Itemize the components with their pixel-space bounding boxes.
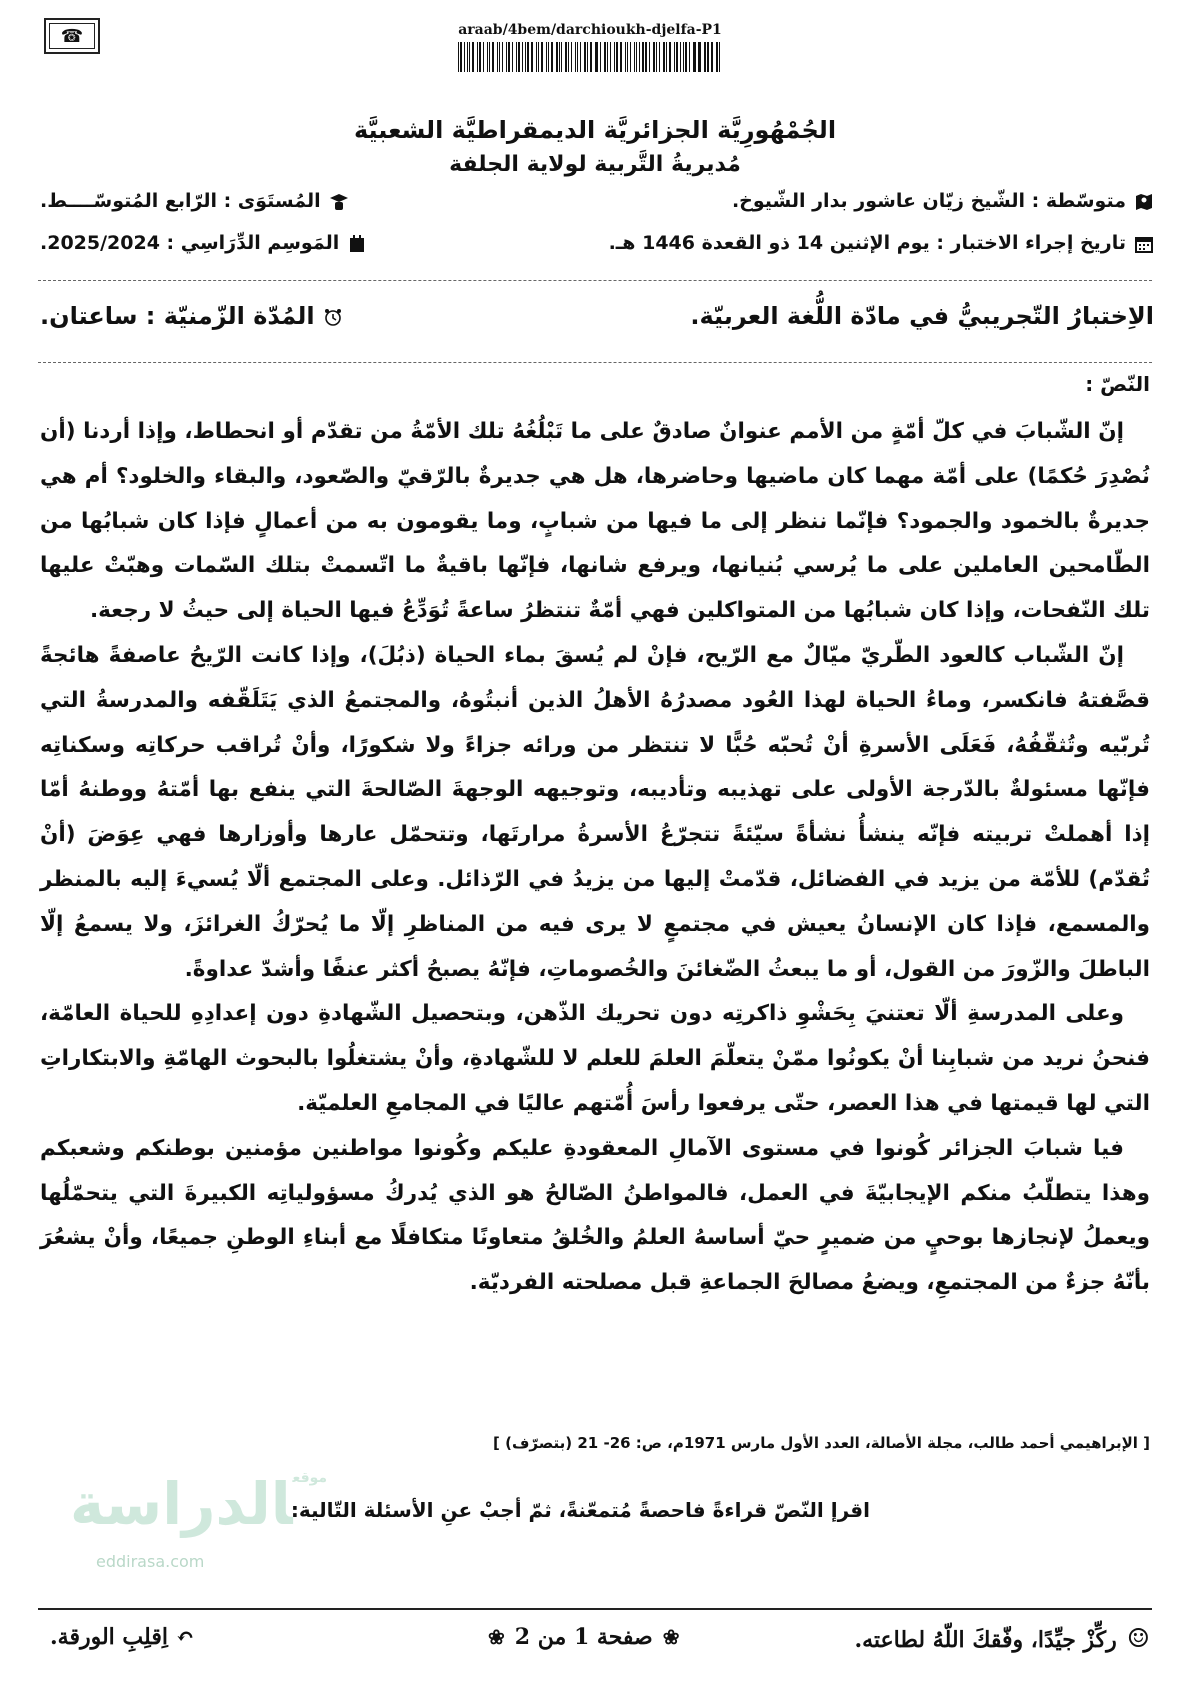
barcode-bar (595, 42, 596, 72)
barcode-bar (604, 42, 606, 72)
barcode-bar (634, 42, 635, 72)
page-number-text: صفحة 1 من 2 (514, 1624, 653, 1650)
citation: [ الإبراهيمي أحمد طالب، مجلة الأصالة، العدد الأول مارس 1971م، ص: 26- 21 (بتصرّف) ] (493, 1434, 1150, 1452)
barcode-bar (639, 42, 640, 72)
barcode-bar (518, 42, 519, 72)
barcode-bar (666, 42, 667, 72)
barcode-bar (556, 42, 558, 72)
barcode-bar (506, 42, 507, 72)
title-divider (38, 362, 1152, 363)
directorate-title: مُديريةُ التَّربية لولاية الجلفة (449, 152, 741, 177)
barcode-bar (698, 42, 700, 72)
page-indicator (478, 1624, 689, 1650)
footer-wish (854, 1624, 1150, 1654)
barcode (458, 42, 722, 72)
school-line (732, 190, 1154, 212)
barcode-bar (707, 42, 709, 72)
barcode-bar (536, 42, 537, 72)
calendar-icon (1134, 234, 1154, 254)
barcode-bar (575, 42, 576, 72)
corner-logo: ☎ (44, 18, 100, 54)
exam-date-text: تاريخ إجراء الاختبار : يوم الإثنين 14 ذو القعدة 1446 هـ. (608, 232, 1126, 254)
barcode-bar (499, 42, 500, 72)
barcode-bar (607, 42, 608, 72)
reference-code: araab/4bem/darchioukh-djelfa-P1 (458, 22, 722, 38)
barcode-bar (522, 42, 523, 72)
duration-line (40, 302, 343, 330)
text-label: النّصّ : (1085, 372, 1150, 396)
barcode-bar (577, 42, 578, 72)
barcode-bar (516, 42, 517, 72)
barcode-bar (477, 42, 478, 72)
turn-page-text: اِقلِبِ الورقة. (50, 1624, 168, 1650)
barcode-bar (680, 42, 681, 72)
barcode-bar (527, 42, 529, 72)
barcode-bar (561, 42, 562, 72)
barcode-bar (525, 42, 526, 72)
barcode-bar (460, 42, 461, 72)
exam-date-line (609, 232, 1154, 254)
barcode-bar (487, 42, 488, 72)
duration-text: المُدّة الزّمنيّة : ساعتان. (40, 302, 315, 330)
barcode-bar (531, 42, 533, 72)
graduate-icon (329, 192, 349, 212)
footer-divider (38, 1608, 1152, 1610)
barcode-bar (565, 42, 567, 72)
barcode-bar (590, 42, 591, 72)
barcode-bar (719, 42, 720, 72)
barcode-bar (472, 42, 473, 72)
barcode-bar (610, 42, 611, 72)
season-line (40, 232, 367, 254)
barcode-bar (489, 42, 490, 72)
barcode-bar (689, 42, 690, 72)
alarm-clock-icon (323, 307, 343, 327)
level-text: المُستَوَى : الرّابع المُتوسّــــط. (40, 190, 321, 212)
header-divider (38, 280, 1152, 281)
barcode-bar (627, 42, 628, 72)
arrow-left-icon: ↶ (175, 1624, 195, 1650)
barcode-bar (551, 42, 552, 72)
barcode-bar (642, 42, 643, 72)
barcode-bar (483, 42, 484, 72)
level-line (40, 190, 349, 212)
barcode-bar (568, 42, 569, 72)
barcode-bar (538, 42, 539, 72)
footer-wish-text: ركِّزْ جيِّدًا، وفّقكَ اللّهُ لطاعته. (854, 1627, 1117, 1653)
article-paragraph-3: وعلى المدرسةِ ألّا تعتنيَ بِحَشْوِ ذاكرتِه دون تحريك الذّهن، وبتحصيل الشّهادةِ دون إعدادِهِ للحياة العامّة، فنحنُ نريد من شبابِنا أنْ يكونُوا ممّنْ يتعلّمَ العلمَ للعلم لا للشّهادةِ، وأنْ يشتغلُوا بالبحوث الهامّةِ والابتكاراتِ التي لها قيمتها في هذا العصر، حتّى يرفعوا رأسَ أُمّتهم عاليًا في المجامعِ العلميّة. (40, 1001, 1150, 1116)
barcode-bar (548, 42, 549, 72)
watermark-url: eddirasa.com (96, 1552, 205, 1571)
article-paragraph-4: فيا شبابَ الجزائر كُونوا في مستوى الآمالِ المعقودةِ عليكم وكُونوا مواطنين مؤمنين بوطنكم وشعبكم وهذا يتطلّبُ منكم الإيجابيّةَ في العمل، فالمواطنُ الصّالحُ هو الذي يُدركُ مسؤولياتِه الكبيرةَ التي يتحمّلُها ويعملُ لإنجازها بوحيٍ من ضميرٍ حيّ أساسهُ العلمُ والخُلقُ متعاونًا متكافلًا مع أبناءِ الوطنِ جميعًا، وأنْ يشعُرَ بأنّهُ جزءٌ من المجتمعِ، ويضعُ مصالحَ الجماعةِ قبل مصلحته الفرديّة. (40, 1135, 1150, 1296)
barcode-bar (693, 42, 694, 72)
barcode-bar (512, 42, 513, 72)
barcode-bar (620, 42, 622, 72)
watermark-small: موقع (292, 1470, 328, 1486)
barcode-bar (625, 42, 626, 72)
barcode-bar (663, 42, 664, 72)
barcode-bar (584, 42, 586, 72)
barcode-bar (479, 42, 481, 72)
barcode-bar (541, 42, 543, 72)
barcode-bar (674, 42, 675, 72)
barcode-bar (458, 42, 459, 72)
barcode-bar (649, 42, 650, 72)
article-paragraph-2: إنّ الشّباب كالعود الطّريّ ميّالٌ مع الرّيح، فإنْ لم يُسقَ بماء الحياة (ذبُلَ)، وإذا كانت الرّيحُ عاصفةً هائجةً قصَّفتهُ فانكسر، وماءُ الحياة لهذا العُود مصدرُهُ الأهلُ الذين أنبتُوهُ، والمجتمعُ الذي يَتَلَقّفه والمدرسةُ التي تُربّيه وتُثقّفُهُ، فَعَلَى الأسرةِ أنْ تُحبّه حُبًّا لا تنتظر من ورائه جزاءً ولا شكورًا، وأنْ تُراقب حركاتِه وسكناتِه فإنّها مسئولةٌ بالدّرجة الأولى على تهذيبه وتأديبه، وتوجيهه الوجهةَ الصّالحةَ التي ينفع بها أمّتهُ ووطنهُ أمّا إذا أهملتْ تربيته فإنّه ينشأُ نشأةً سيّئةً تتجرّعُ الأسرةُ مرارتَها، وتتحمّل عارها وأوزارها فهي عِوَضَ (أنْ تُقدّم) للأمّة من يزيد في الفضائل، قدّمتْ إليها من يزيدُ في الرّذائل. وعلى المجتمع ألّا يُسيءَ إليه بالمنظر والمسمع، فإذا كان الإنسانُ يعيش في مجتمعٍ لا يرى فيه من المناظرِ إلّا ما يُحرّكُ الغرائزَ، ولا يسمعُ إلّا الباطلَ والزّورَ من القول، أو ما يبعثُ الضّغائنَ والخُصوماتِ، فإنّهُ يصبحُ أكثر عنفًا وأشدّ عداوةً. (40, 642, 1150, 982)
school-map-icon (1134, 192, 1154, 212)
republic-title: الجُمْهُورِيَّة الجزائريَّة الديمقراطيَّة الشعبيَّة (353, 116, 837, 144)
barcode-bar (546, 42, 547, 72)
barcode-bar (469, 42, 470, 72)
turn-page-hint (50, 1624, 194, 1650)
article-paragraph-1: إنّ الشّبابَ في كلّ أمّةٍ من الأمم عنوانٌ صادقٌ على ما تَبْلُغُهُ تلك الأمّةُ من تقدّم أو انحطاط، وإذا أردنا (أن نُصْدِرَ حُكمًا) على أمّة مهما كان ماضيها وحاضرها، هل هي جديرةٌ بالرّقيّ والصّعود، والبقاء والخلود؟ أم هي جديرةٌ بالخمود والجمود؟ فإنّما ننظر إلى ما فيها من شبابٍ، وما يقومون به من أعمالٍ فإذا كان شبابُها من الطّامحين العاملين على ما يُرسي بُنيانها، ويرفع شانها، فإنّها باقيةٌ ما اتّسمتْ بتلك السّمات وهبّتْ عليها تلك النّفحات، وإذا كان شبابُها من المتواكلين فهي أمّةٌ تنتظرُ ساعةً تُوَدِّعُ فيها الحياة إلى حيثُ لا رجعة. (40, 419, 1150, 624)
barcode-bar (616, 42, 617, 72)
season-text: المَوسِم الدِّرَاسِي : 2025/2024. (40, 232, 340, 254)
barcode-bar (694, 42, 696, 72)
barcode-bar (596, 42, 598, 72)
barcode-bar (508, 42, 510, 72)
instruction: اقرإ النّصّ قراءةً فاحصةً مُتمعّنةً، ثمّ أجبْ عنِ الأسئلة التّالية: (290, 1498, 870, 1522)
barcode-bar (630, 42, 631, 72)
exam-title: الاِختبارُ التّجريبيُّ في مادّة اللُّغة العربيّة. (690, 302, 1154, 330)
barcode-bar (497, 42, 498, 72)
barcode-bar (685, 42, 687, 72)
barcode-bar (636, 42, 637, 72)
barcode-bar (587, 42, 588, 72)
barcode-bar (645, 42, 647, 72)
article-body (40, 410, 1150, 1306)
barcode-bar (669, 42, 671, 72)
barcode-bar (711, 42, 713, 72)
barcode-bar (580, 42, 581, 72)
barcode-bar (659, 42, 660, 72)
barcode-bar (676, 42, 677, 72)
barcode-bar (656, 42, 657, 72)
barcode-bar (467, 42, 468, 72)
barcode-bar (600, 42, 601, 72)
school-text: متوسّطة : الشّيخ زيّان عاشور بدار الشّيوخ. (731, 190, 1126, 212)
watermark-logo (70, 1470, 327, 1538)
flower-icon: ❀ (488, 1625, 505, 1649)
barcode-bar (492, 42, 494, 72)
watermark-text: الدراسة (70, 1470, 293, 1538)
barcode-bar (614, 42, 615, 72)
flower-icon: ❀ (662, 1625, 680, 1649)
calendar-icon (347, 234, 367, 254)
barcode-bar (716, 42, 718, 72)
barcode-bar (704, 42, 706, 72)
barcode-bar (559, 42, 560, 72)
barcode-bar (653, 42, 655, 72)
barcode-bar (571, 42, 572, 72)
barcode-bar (683, 42, 684, 72)
barcode-bar (464, 42, 465, 72)
smiley-icon: ☺ (1126, 1624, 1150, 1654)
barcode-bar (502, 42, 503, 72)
